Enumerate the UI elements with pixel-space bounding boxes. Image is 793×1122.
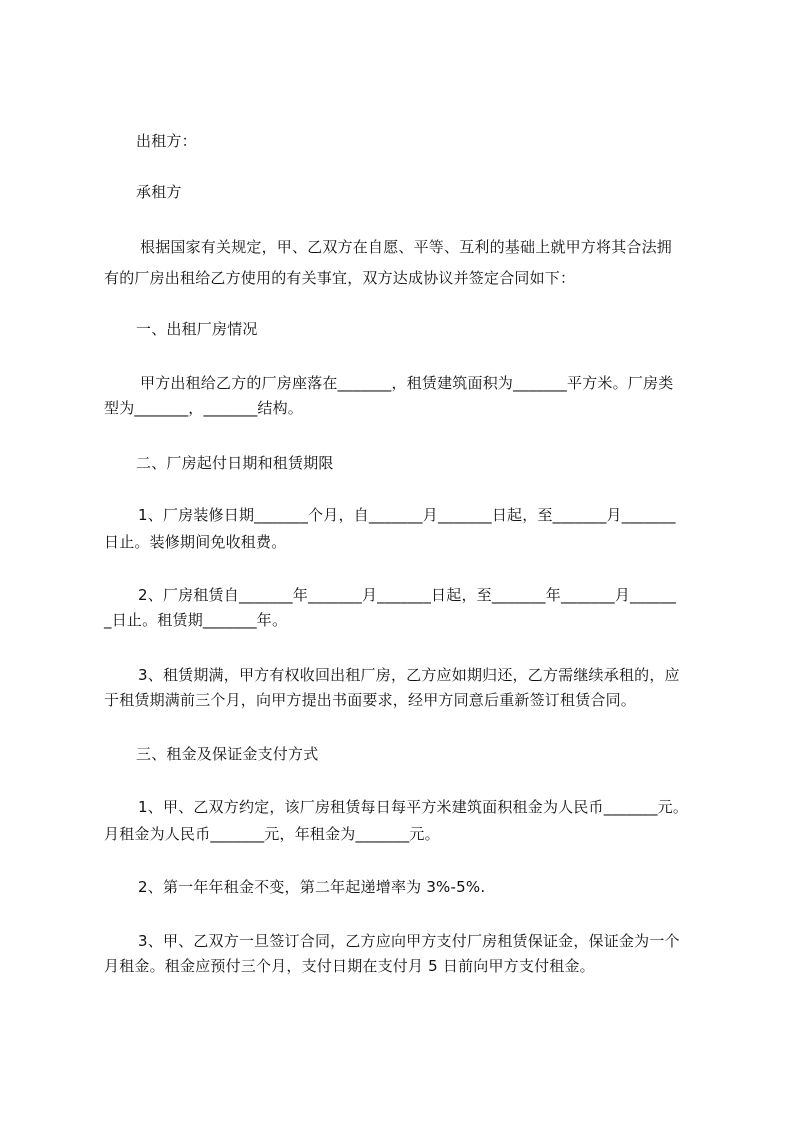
section-3-item-1-line-2: 月租金为人民币_______元，年租金为_______元。 <box>104 825 440 843</box>
lessee-label: 承租方 <box>136 183 182 201</box>
section-2-item-2-line-1: 2、厂房租赁自_______年_______月_______日起，至_______年_______月______ <box>138 586 677 604</box>
section-3-item-3-line-2: 月租金。租金应预付三个月，支付日期在支付月 5 日前向甲方支付租金。 <box>104 957 595 975</box>
section-1-heading: 一、出租厂房情况 <box>136 320 258 338</box>
preamble-line-2: 有的厂房出租给乙方使用的有关事宜，双方达成协议并签定合同如下： <box>104 269 576 287</box>
preamble-line-1: 根据国家有关规定，甲、乙双方在自愿、平等、互利的基础上就甲方将其合法拥 <box>140 238 673 256</box>
section-3-heading: 三、租金及保证金支付方式 <box>136 745 319 763</box>
section-2-item-2-line-2: _日止。租赁期_______年。 <box>104 611 288 629</box>
section-2-item-3-line-1: 3、租赁期满，甲方有权收回出租厂房，乙方应如期归还，乙方需继续承租的，应 <box>138 666 680 684</box>
section-2-heading: 二、厂房起付日期和租赁期限 <box>136 454 334 472</box>
lessor-label: 出租方： <box>136 132 197 150</box>
section-2-item-1-line-2: 日止。装修期间免收租费。 <box>104 533 287 551</box>
section-1-para-line-1: 甲方出租给乙方的厂房座落在_______，租赁建筑面积为_______平方米。厂房类 <box>140 374 674 392</box>
section-2-item-3-line-2: 于租赁期满前三个月，向甲方提出书面要求，经甲方同意后重新签订租赁合同。 <box>104 691 637 709</box>
section-3-item-3-line-1: 3、甲、乙双方一旦签订合同，乙方应向甲方支付厂房租赁保证金，保证金为一个 <box>138 932 680 950</box>
section-2-item-1-line-1: 1、厂房装修日期_______个月，自_______月_______日起，至_______月_______ <box>138 506 676 524</box>
section-3-item-1-line-1: 1、甲、乙双方约定，该厂房租赁每日每平方米建筑面积租金为人民币_______元。 <box>138 798 689 816</box>
section-3-item-2: 2、第一年年租金不变，第二年起递增率为 3%-5%. <box>138 878 486 896</box>
section-1-para-line-2: 型为_______，_______结构。 <box>104 399 304 417</box>
